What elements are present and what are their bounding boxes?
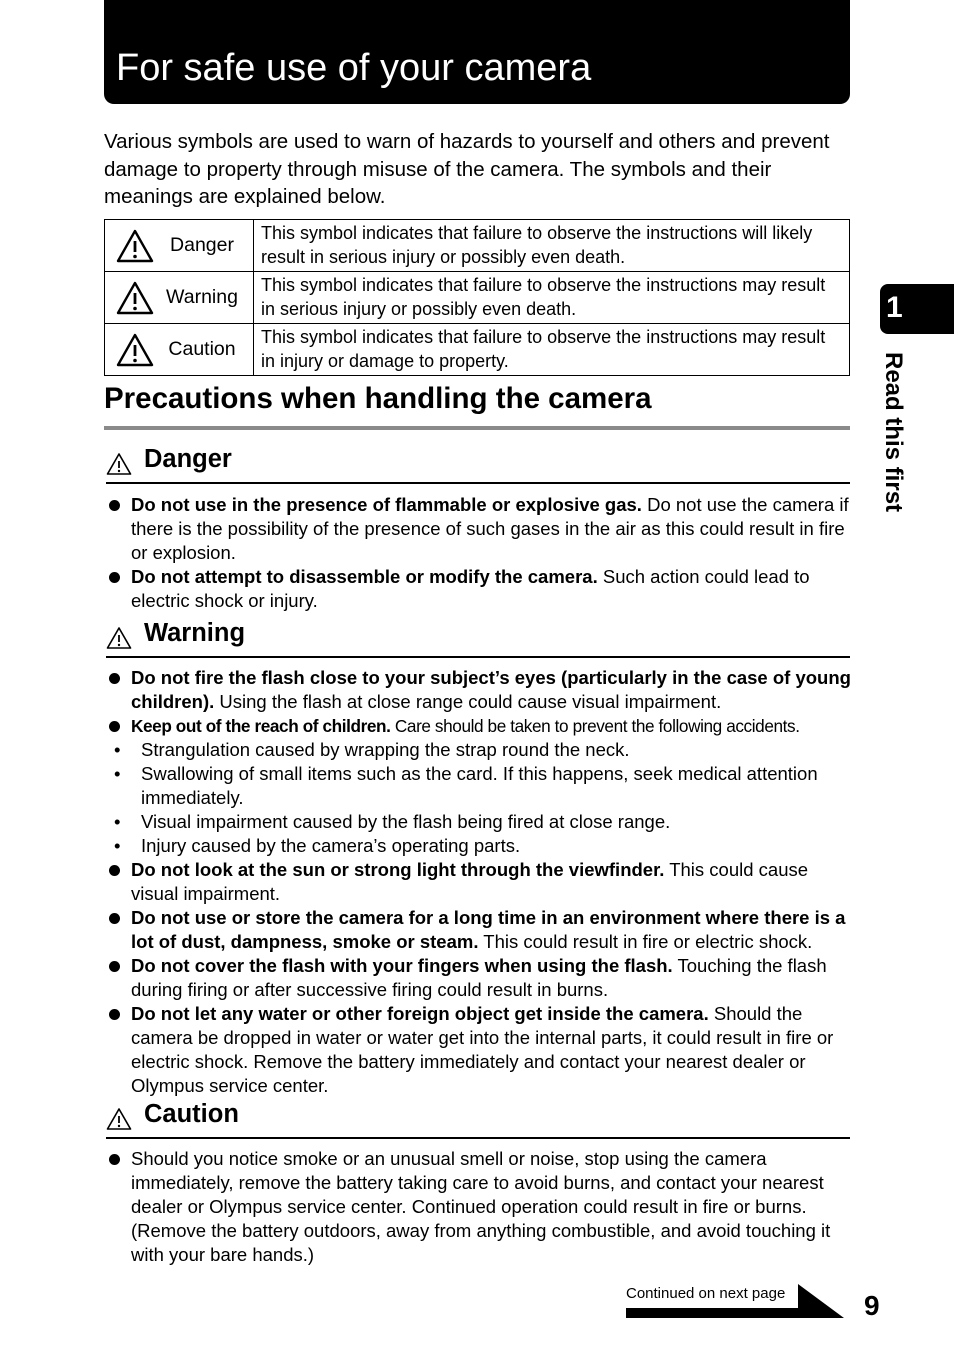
danger-heading: Danger [144,445,232,473]
warning-triangle-icon [106,626,132,650]
danger-heading-bar [106,442,850,484]
chapter-label-vertical [878,352,914,528]
bullet-dot-icon [109,500,120,511]
bullet-dot-icon [109,673,120,684]
chapter-number: 1 [886,291,903,324]
section-divider [104,426,850,430]
title-bar [104,0,850,104]
warning-triangle-icon [115,228,155,264]
chapter-tab [880,284,954,334]
warning-heading: Warning [144,619,246,647]
list-item: Do not use in the presence of flammable or explosive gas. Do not use the camera if there is the possibility of the presence of such gases in the air as this could result in fire or explosion. [104,493,854,565]
list-item: Keep out of the reach of children. Care should be taken to prevent the following accidents. [104,714,854,738]
symbol-row-danger [105,220,850,272]
symbol-row-caution [105,324,850,376]
symbol-description: This symbol indicates that failure to observe the instructions may result in injury or damage to property. [254,324,850,376]
list-item: Do not let any water or other foreign object get inside the camera. Should the camera be dropped in water or water get into the internal parts, it could result in fire or electric shock. Remove the battery immediately and contact your nearest dealer or Olympus service center. [104,1002,854,1098]
symbol-description: This symbol indicates that failure to observe the instructions will likely result in serious injury or possibly even death. [254,220,850,272]
list-item: Should you notice smoke or an unusual smell or noise, stop using the camera immediately, remove the battery taking care to avoid burns, and contact your nearest dealer or Olympus service center. Continued operation could result in fire or burns. (Remove the battery outdoors, away from anything combustible, and avoid touching it with your bare hands.) [104,1147,854,1267]
symbol-table [104,219,850,376]
bullet-dot-icon [109,913,120,924]
section-title: Precautions when handling the camera [104,382,652,415]
bullet-dot-icon [109,865,120,876]
intro-paragraph: Various symbols are used to warn of hazards to yourself and others and prevent damage to property through misuse of the camera. The symbols and their meanings are explained below. [104,130,830,208]
danger-list [104,493,854,613]
list-item: Do not cover the flash with your fingers when using the flash. Touching the flash during firing or after successive firing could result in burns. [104,954,854,1002]
sub-list-item: • Injury caused by the camera’s operating parts. [114,835,521,856]
list-item: Do not fire the flash close to your subject’s eyes (particularly in the case of young children). Using the flash at close range could cause visual impairment. [104,666,854,714]
symbol-label: Warning [166,285,238,308]
warning-triangle-icon [115,332,155,368]
list-item: Do not attempt to disassemble or modify the camera. Such action could lead to electric shock or injury. [104,565,854,613]
warning-triangle-icon [106,452,132,476]
continued-bar [626,1308,826,1318]
bullet-dot-icon [109,1154,120,1165]
arrow-right-icon [798,1284,844,1318]
bullet-dot-icon [109,961,120,972]
warning-list [104,666,854,1098]
warning-triangle-icon [115,280,155,316]
sub-list-item: • Swallowing of small items such as the card. If this happens, seek medical attention immediately. [114,763,818,808]
page-number: 9 [864,1290,880,1321]
caution-heading: Caution [144,1100,239,1128]
symbol-label: Danger [170,233,234,256]
chapter-label: Read this first [880,352,907,513]
symbol-row-warning [105,272,850,324]
list-item: Do not use or store the camera for a long time in an environment where there is a lot of dust, dampness, smoke or steam. This could result in fire or electric shock. [104,906,854,954]
symbol-description: This symbol indicates that failure to observe the instructions may result in serious injury or possibly even death. [254,272,850,324]
bullet-dot-icon [109,572,120,583]
page-title: For safe use of your camera [116,47,592,89]
warning-triangle-icon [106,1107,132,1131]
accident-list [104,738,854,858]
caution-list [104,1147,854,1267]
sub-list-item: • Visual impairment caused by the flash being fired at close range. [114,811,671,832]
caution-heading-bar [106,1097,850,1139]
continued-note: Continued on next page [626,1285,786,1302]
sub-list-item: • Strangulation caused by wrapping the strap round the neck. [114,739,630,760]
symbol-label: Caution [168,337,236,360]
warning-heading-bar [106,616,850,658]
bullet-dot-icon [109,721,120,732]
sub-list-container [104,738,854,858]
bullet-dot-icon [109,1009,120,1020]
list-item: Do not look at the sun or strong light through the viewfinder. This could cause visual impairment. [104,858,854,906]
